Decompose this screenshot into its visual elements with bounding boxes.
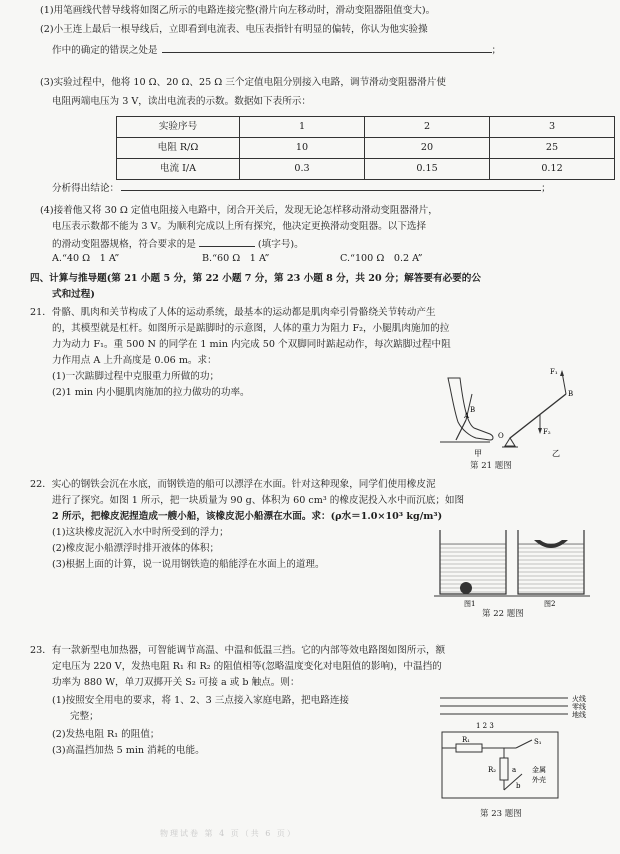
table-cell: 25 <box>490 138 615 159</box>
table-cell: 2 <box>365 117 490 138</box>
q20-part3-line2: 电阻两端电压为 3 V，读出电流表的示数。数据如下表所示： <box>52 96 311 107</box>
q20-part4-line3: 的滑动变阻器规格，符合要求的是 (填字号)。 <box>52 236 304 252</box>
q22-figure <box>434 526 590 608</box>
q20-option-c: C.“100 Ω 0.2 A” <box>340 253 423 264</box>
q22-sub2: (2)橡皮泥小船漂浮时排开液体的体积； <box>52 543 220 554</box>
table-cell: 0.12 <box>490 159 615 180</box>
answer-blank[interactable] <box>199 236 255 247</box>
q23-sub2: (2)发热电阻 R₁ 的阻值； <box>52 729 160 740</box>
table-row <box>117 138 615 159</box>
q20-part4-line2: 电压表示数都不能为 3 V。为顺利完成以上所有探究，他决定更换滑动变阻器。以下选择 <box>52 221 427 232</box>
live-wire-label: 火线 <box>572 695 586 703</box>
q21-figure <box>430 366 580 466</box>
q22-sub3: (3)根据上面的计算，说一说用钢铁造的船能浮在水面上的道理。 <box>52 559 325 570</box>
q21-sub1: (1)一次踮脚过程中克服重力所做的功； <box>52 371 220 382</box>
q22-line2: 进行了探究。如图 1 所示，把一块质量为 90 g、体积为 60 cm³ 的橡皮泥投入水中而沉底；如图 <box>52 495 465 506</box>
table-row <box>117 117 615 138</box>
q22-line1: 22．实心的钢铁会沉在水底，而钢铁造的船可以漂浮在水面。针对这种现象，同学们使用橡皮泥 <box>30 479 436 490</box>
q23-sub1a: (1)按照安全用电的要求，将 1、2、3 三点接入家庭电路，把电路连接 <box>52 695 350 706</box>
table-cell: 10 <box>240 138 365 159</box>
q23-line2: 定电压为 220 V，发热电阻 R₁ 和 R₂ 的阻值相等(忽略温度变化对电阻值的影响)，中温挡的 <box>52 661 442 672</box>
metal-label: 金属 <box>532 766 546 774</box>
r1-label: R₁ <box>462 736 471 744</box>
answer-blank[interactable] <box>121 180 541 191</box>
q23-line1: 23．有一款新型电加热器，可智能调节高温、中温和低温三挡。它的内部等效电路图如图所示，额 <box>30 645 446 656</box>
label-f1: F₁ <box>550 368 558 376</box>
q21-sub2: (2)1 min 内小腿肌肉施加的拉力做功的功率。 <box>52 387 250 398</box>
q20-part1: (1)用笔画线代替导线将如图乙所示的电路连接完整(滑片向左移动时，滑动变阻器阻值变大)。 <box>40 5 436 16</box>
answer-blank[interactable] <box>162 42 492 53</box>
q21-line4: 力作用点 A 上升高度是 0.06 m。求： <box>52 355 217 366</box>
ground-wire-label: 地线 <box>572 711 586 719</box>
page-footer: 物理试卷 第 4 页（共 6 页） <box>160 829 297 838</box>
label-f2: F₂ <box>543 428 551 436</box>
conclusion-line: 分析得出结论： ； <box>52 180 551 196</box>
label-yi: 乙 <box>552 449 560 458</box>
s1-label: S₁ <box>534 738 542 746</box>
label-b: B <box>470 406 476 414</box>
terminals-label: 1 2 3 <box>476 722 494 730</box>
q21-line3: 力为动力 F₁。重 500 N 的同学在 1 min 内完成 50 个双脚同时踮起动作，每次踮脚过程中阻 <box>52 339 451 350</box>
q20-part2-line2: 作中的确定的错误之处是 ； <box>52 42 501 58</box>
fig1-label: 图1 <box>464 600 476 608</box>
label-b2: B <box>568 390 574 398</box>
q23-sub3: (3)高温挡加热 5 min 消耗的电能。 <box>52 745 205 756</box>
q21-line1: 21．骨骼、肌肉和关节构成了人体的运动系统，最基本的运动都是肌肉牵引骨骼绕关节转动产生 <box>30 307 436 318</box>
label-a: A <box>464 412 470 420</box>
contact-a-label: a <box>512 766 517 774</box>
table-cell: 0.15 <box>365 159 490 180</box>
q22-sub1: (1)这块橡皮泥沉入水中时所受到的浮力； <box>52 527 229 538</box>
table-cell: 实验序号 <box>117 117 240 138</box>
table-cell: 1 <box>240 117 365 138</box>
section-heading-cont: 式和过程) <box>52 289 95 300</box>
q21-caption: 第 21 题图 <box>470 461 512 471</box>
table-cell: 电阻 R/Ω <box>117 138 240 159</box>
shell-label: 外壳 <box>532 776 546 784</box>
q22-line3: 2 所示，把橡皮泥捏造成一艘小船，该橡皮泥小船漂在水面。求：(ρ水＝1.0×10³ kg/m³) <box>52 511 443 522</box>
q23-sub1b: 完整； <box>70 711 99 722</box>
q23-caption: 第 23 题图 <box>480 809 522 819</box>
table-cell: 20 <box>365 138 490 159</box>
q22-caption: 第 22 题图 <box>482 609 524 619</box>
q20-option-b: B.“60 Ω 1 A” <box>202 253 270 264</box>
data-table <box>116 116 615 180</box>
table-cell: 0.3 <box>240 159 365 180</box>
table-cell: 3 <box>490 117 615 138</box>
q20-option-a: A.“40 Ω 1 A” <box>52 253 120 264</box>
q20-part4-line1: (4)接着他又将 30 Ω 定值电阻接入电路中，闭合开关后，发现无论怎样移动滑动变阻器滑片， <box>40 205 438 216</box>
table-row <box>117 159 615 180</box>
label-o: O <box>498 432 504 440</box>
section-heading: 四、计算与推导题(第 21 小题 5 分，第 22 小题 7 分，第 23 小题 8 分，共 20 分；解答要有必要的公 <box>30 273 481 284</box>
q21-line2: 的，其模型就是杠杆。如图所示是踮脚时的示意图，人体的重力为阻力 F₂，小腿肌肉施加的拉 <box>52 323 450 334</box>
q23-line3: 功率为 880 W，单刀双掷开关 S₂ 可接 a 或 b 触点。则： <box>52 677 300 688</box>
fig2-label: 图2 <box>544 600 556 608</box>
r2-label: R₂ <box>488 766 497 774</box>
q20-part3-line1: (3)实验过程中，他将 10 Ω、20 Ω、25 Ω 三个定值电阻分别接入电路，调节滑动变阻器滑片使 <box>40 77 446 88</box>
contact-b-label: b <box>516 782 521 790</box>
q20-part2-line1: (2)小王连上最后一根导线后，立即看到电流表、电压表指针有明显的偏转，你认为他实验操 <box>40 24 428 35</box>
label-jia: 甲 <box>474 449 482 458</box>
q23-circuit-figure <box>436 692 612 808</box>
neutral-wire-label: 零线 <box>572 703 586 711</box>
table-cell: 电流 I/A <box>117 159 240 180</box>
